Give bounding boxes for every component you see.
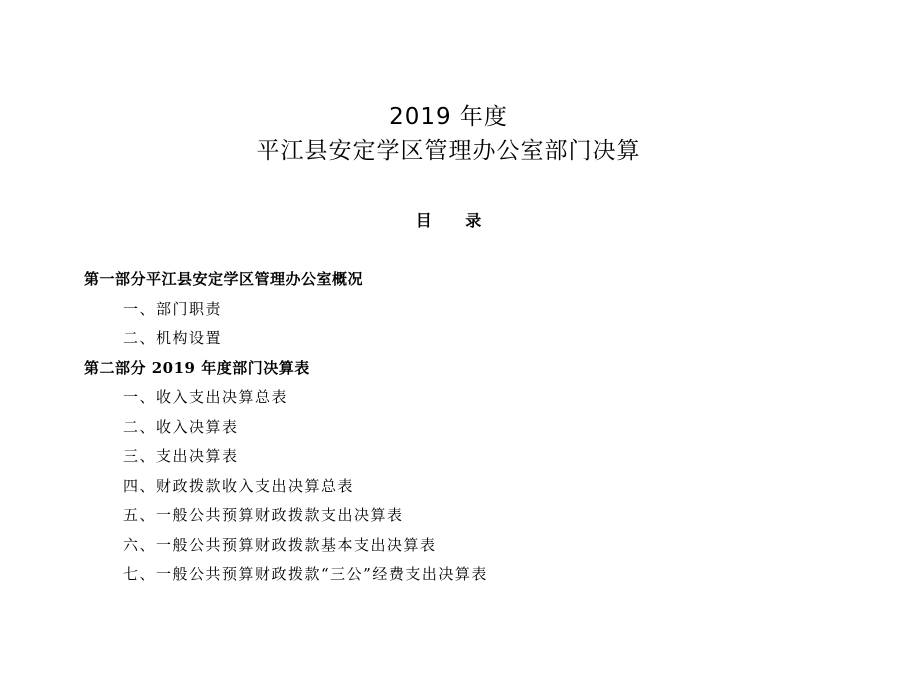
toc-item-general-budget-expenditure: 五、一般公共预算财政拨款支出决算表 [123,506,404,524]
toc-item-fiscal-appropriation-summary: 四、财政拨款收入支出决算总表 [123,476,355,495]
toc-part-2: 第二部分 2019 年度部门决算表 [84,358,310,377]
toc-item-expenditure-table: 三、支出决算表 [123,447,239,465]
document-title-year: 2019 年度 [389,104,508,130]
table-of-contents [80,265,860,590]
toc-item-general-budget-basic-expenditure: 六、一般公共预算财政拨款基本支出决算表 [123,535,437,554]
toc-item-three-public-expenditure: 七、一般公共预算财政拨款“三公”经费支出决算表 [123,565,488,583]
toc-item-income-table: 二、收入决算表 [123,417,239,436]
document-title: 平江县安定学区管理办公室部门决算 [256,138,641,164]
toc-part-1: 第一部分平江县安定学区管理办公室概况 [84,270,364,288]
toc-heading: 目 录 [415,211,496,230]
toc-item-department-duties: 一、部门职责 [123,299,223,318]
toc-item-income-expenditure-summary: 一、收入支出决算总表 [123,388,289,406]
toc-item-organization-setup: 二、机构设置 [123,329,223,347]
